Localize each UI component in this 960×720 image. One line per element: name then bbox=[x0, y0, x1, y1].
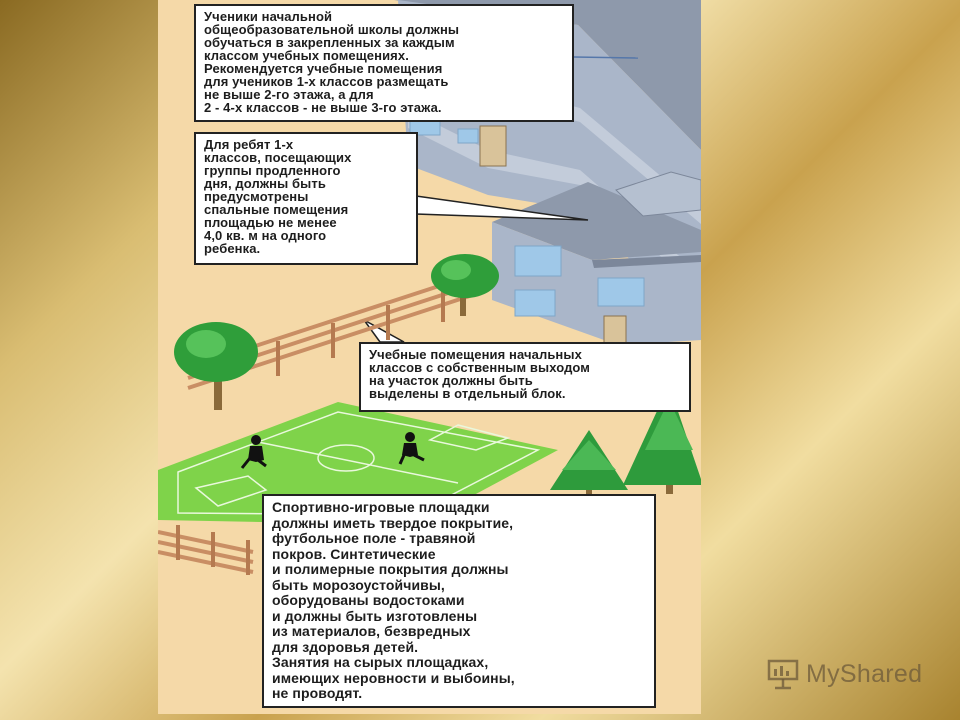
illustration-panel bbox=[158, 0, 701, 714]
callout-primary-classes: Ученики начальной общеобразовательной школы должны обучаться в закрепленных за каждым классом учебных помещениях. Рекомендуется учебные помещения для учеников 1-х классов размещать не выше 2-го этажа, а для 2 - 4-х классов - не выше 3-го этажа. bbox=[194, 4, 574, 122]
watermark bbox=[766, 654, 922, 694]
watermark-text: MyShared bbox=[806, 659, 923, 688]
upper-building-door bbox=[480, 126, 506, 166]
callout-sports-grounds: Спортивно-игровые площадки должны иметь твердое покрытие, футбольное поле - травяной покров. Синтетические и полимерные покрытия должны быть морозоустойчивы, оборудованы водостоками и должны быть изготовлены из материалов, безвредных для здоровья детей. Занятия на сырых площадках, имеющих неровности и выбоины, не проводят. bbox=[262, 494, 656, 708]
callout-separate-block: Учебные помещения начальных классов с собственным выходом на участок должны быть выделены в отдельный блок. bbox=[359, 342, 691, 412]
callout-sleeping-rooms: Для ребят 1-х классов, посещающих группы продленного дня, должны быть предусмотрены спальные помещения площадью не менее 4,0 кв. м на одного ребенка. bbox=[194, 132, 418, 265]
presentation-icon bbox=[766, 657, 800, 691]
leader-line-1 bbox=[574, 57, 638, 58]
fence-bottom bbox=[158, 532, 253, 572]
tree-left bbox=[174, 322, 258, 410]
conifer-small bbox=[550, 430, 628, 496]
